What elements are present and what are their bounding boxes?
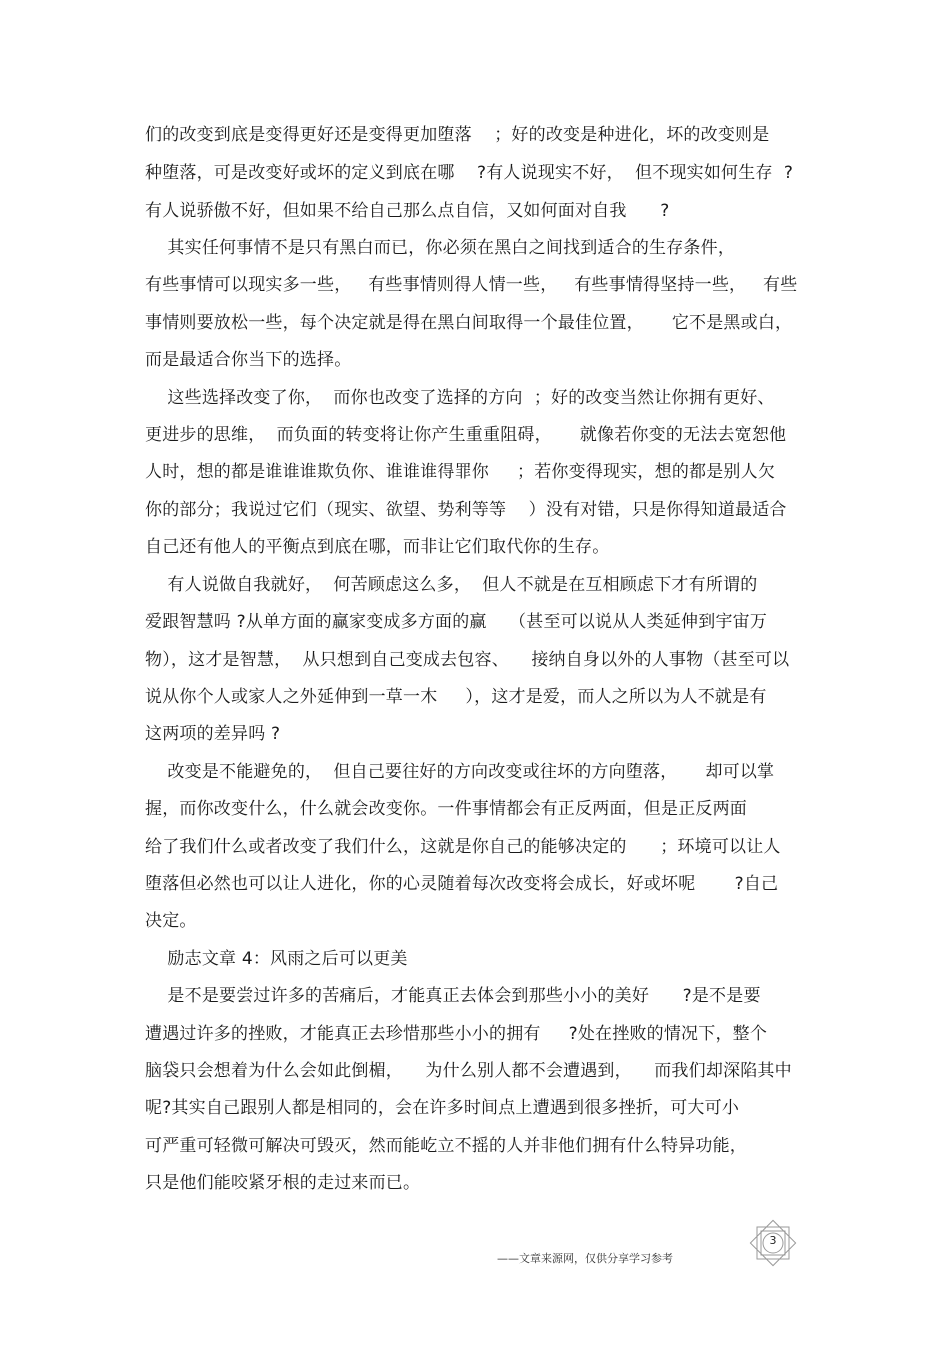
body-text-line: 有些事情可以现实多一些， 有些事情则得人情一些， 有些事情得坚持一些， 有些	[145, 275, 798, 295]
body-text-line: 更进步的思维， 而负面的转变将让你产生重重阻碍， 就像若你变的无法去宽恕他	[145, 425, 787, 445]
body-text-line: 可严重可轻微可解决可毁灭，然而能屹立不摇的人并非他们拥有什么特异功能，	[145, 1136, 747, 1156]
body-text-line: 们的改变到底是变得更好还是变得更加堕落 ；好的改变是种进化，坏的改变则是	[145, 125, 770, 145]
body-text-line: 遭遇过许多的挫败，才能真正去珍惜那些小小的拥有 ?处在挫败的情况下，整个	[145, 1024, 768, 1044]
body-text-line: 自己还有他人的平衡点到底在哪，而非让它们取代你的生存。	[145, 537, 610, 557]
body-text-line: 其实任何事情不是只有黑白而已，你必须在黑白之间找到适合的生存条件，	[145, 238, 736, 258]
body-text-line: 改变是不能避免的， 但自己要往好的方向改变或往坏的方向堕落， 却可以掌	[145, 762, 775, 782]
body-text-line: 物），这才是智慧， 从只想到自己变成去包容、 接纳自身以外的人事物（甚至可以	[145, 650, 790, 670]
body-text-line: 呢?其实自己跟别人都是相同的，会在许多时间点上遭遇到很多挫折，可大可小	[145, 1098, 740, 1118]
body-text-line: 你的部分；我说过它们（现实、欲望、势利等等 ）没有对错，只是你得知道最适合	[145, 500, 787, 520]
body-text-line: 这些选择改变了你， 而你也改变了选择的方向 ；好的改变当然让你拥有更好、	[145, 388, 775, 408]
body-text-line: 爱跟智慧吗 ?从单方面的赢家变成多方面的赢 （甚至可以说从人类延伸到宇宙万	[145, 612, 768, 632]
body-text-line: 种堕落，可是改变好或坏的定义到底在哪 ?有人说现实不好， 但不现实如何生存 ?	[145, 163, 794, 183]
body-text-line: 这两项的差异吗 ?	[145, 724, 281, 744]
body-text-line: 脑袋只会想着为什么会如此倒楣， 为什么别人都不会遭遇到， 而我们却深陷其中	[145, 1061, 792, 1081]
body-text-line: 有人说骄傲不好，但如果不给自己那么点自信，又如何面对自我 ?	[145, 201, 670, 221]
body-text-line: 握，而你改变什么，什么就会改变你。一件事情都会有正反两面，但是正反两面	[145, 799, 747, 819]
body-text-line: 是不是要尝过许多的苦痛后，才能真正去体会到那些小小的美好 ?是不是要	[145, 986, 761, 1006]
body-text-line: 说从你个人或家人之外延伸到一草一木 ），这才是爱，而人之所以为人不就是有	[145, 687, 767, 707]
body-text-line: 人时，想的都是谁谁谁欺负你、谁谁谁得罪你 ；若你变得现实，想的都是别人欠	[145, 462, 776, 482]
body-text-line: 堕落但必然也可以让人进化，你的心灵随着每次改变将会成长，好或坏呢 ?自己	[145, 874, 779, 894]
body-text-line: 决定。	[145, 911, 197, 931]
footer-source-note: ——文章来源网，仅供分享学习参考	[497, 1252, 673, 1265]
body-text-line: 有人说做自我就好， 何苦顾虑这么多， 但人不就是在互相顾虑下才有所谓的	[145, 575, 758, 595]
body-text-line: 事情则要放松一些，每个决定就是得在黑白间取得一个最佳位置， 它不是黑或白，	[145, 313, 793, 333]
body-text-line: 而是最适合你当下的选择。	[145, 350, 352, 370]
page-number: 3	[769, 1234, 777, 1247]
page-number-badge	[748, 1218, 798, 1268]
body-text-line: 只是他们能咬紧牙根的走过来而已。	[145, 1173, 421, 1193]
body-text-line: 给了我们什么或者改变了我们什么，这就是你自己的能够决定的 ；环境可以让人	[145, 837, 781, 857]
section-heading: 励志文章 4：风雨之后可以更美	[145, 949, 408, 969]
